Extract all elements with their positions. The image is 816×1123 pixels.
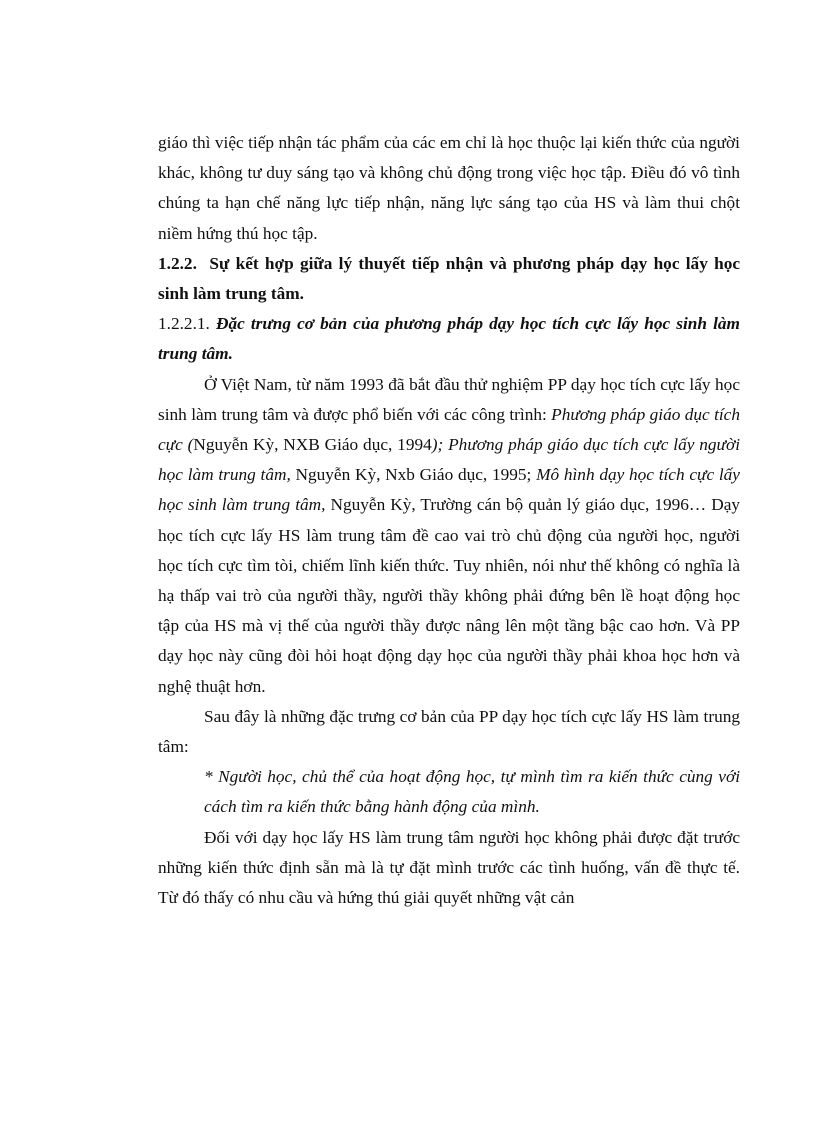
subsection-heading-1-2-2-1 (158, 309, 740, 369)
bullet-item: * Người học, chủ thể của hoạt động học, tự mình tìm ra kiến thức cùng với cách tìm ra kiến thức bằng hành động của mình. (204, 767, 740, 817)
paragraph-last: Đối với dạy học lấy HS làm trung tâm người học không phải được đặt trước những kiến thức định sẵn mà là tự đặt mình trước các tình huống, vấn đề thực tế. Từ đó thấy có nhu cầu và hứng thú giải quyết những vật cản (158, 827, 740, 908)
citation-title: ); Phương pháp giáo dục tích cực lấy người học làm trung tâm, (158, 435, 741, 485)
text-run: Ở Việt Nam, từ năm 1993 đã bắt đầu thử nghiệm PP dạy học tích cực lấy học sinh làm trung tâm và được phổ biến với các công trình: (158, 374, 740, 424)
document-page (158, 128, 740, 913)
text-run: Nguyễn Kỳ, NXB Giáo dục, 1994 (193, 435, 432, 455)
citation-title: Mô hình dạy học tích cực lấy học sinh làm trung tâm, (158, 465, 740, 515)
subsection-number: 1.2.2.1. (158, 314, 210, 334)
paragraph-vietnam (158, 370, 740, 702)
section-title: Sự kết hợp giữa lý thuyết tiếp nhận và phương pháp dạy học lấy học sinh làm trung tâm. (158, 253, 741, 304)
paragraph-following: Sau đây là những đặc trưng cơ bản của PP dạy học tích cực lấy HS làm trung tâm: (158, 706, 740, 757)
section-number: 1.2.2. (158, 253, 197, 273)
section-heading-1-2-2 (158, 249, 740, 309)
subsection-title: Đặc trưng cơ bản của phương pháp dạy học tích cực lấy học sinh làm trung tâm. (158, 314, 740, 364)
text-run: Nguyễn Kỳ, Trường cán bộ quản lý giáo dục, 1996… Dạy học tích cực lấy HS làm trung tâm đề cao vai trò chủ động của người học, người học tích cực tìm tòi, chiếm lĩnh kiến thức. Tuy nhiên, nói như thế không có nghĩa là hạ thấp vai trò của người thầy, người thầy không phải đứng bên lề hoạt động học tập của HS mà vị thế của người thầy được nâng lên một tầng bậc cao hơn. Và PP dạy học này cũng đòi hỏi hoạt động dạy học của người thầy phải khoa học hơn và nghệ thuật hơn. (158, 495, 741, 696)
paragraph-intro: giáo thì việc tiếp nhận tác phẩm của các em chỉ là học thuộc lại kiến thức của người khác, không tư duy sáng tạo và không chủ động trong việc học tập. Điều đó vô tình chúng ta hạn chế năng lực tiếp nhận, năng lực sáng tạo của HS và làm thui chột niềm hứng thú học tập. (158, 133, 740, 243)
citation-title: Phương pháp giáo dục tích cực ( (158, 404, 740, 455)
text-run: Nguyễn Kỳ, Nxb Giáo dục, 1995; (290, 465, 537, 485)
